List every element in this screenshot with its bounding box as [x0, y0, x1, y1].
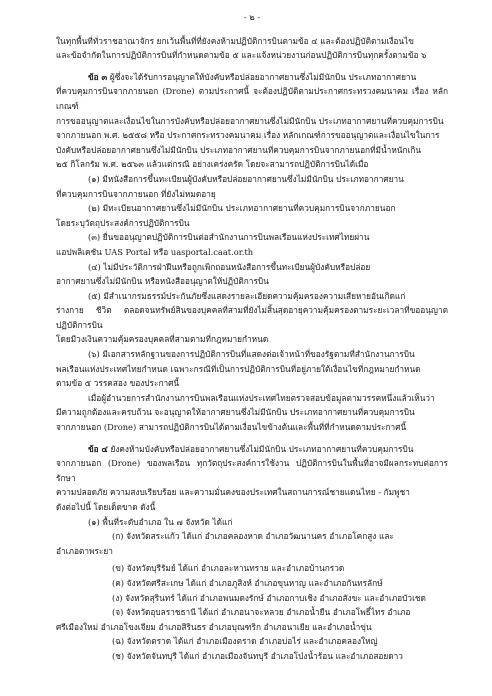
clause-3-line: จากภายนอก พ.ศ. ๒๕๕๘ หรือ ประกาศกระทรวงคมนาคม เรื่อง หลักเกณฑ์การขออนุญาตและเงื่อนไขในการ [56, 130, 440, 141]
sub-label: (ข) [112, 563, 125, 574]
sub-text: จังหวัดสุรินทร์ ได้แก่ อำเภอพนมดงรักษ์ อำเภอกาบเชิง อำเภอสังขะ และอำเภอบัวเชด [125, 592, 426, 603]
item-text: ไม่มีประวัติการฝ่าฝืนหรือถูกเพิกถอนหนังสือการขึ้นทะเบียนผู้บังคับหรือปล่อย [103, 261, 371, 272]
item-label: (๕) [88, 290, 101, 301]
province-surin [56, 591, 448, 606]
item-label: (๑) [88, 516, 100, 527]
item-label: (๒) [88, 203, 100, 214]
page-number: - ๒ - [243, 12, 261, 22]
clause-4-number: ข้อ ๔ [88, 443, 108, 454]
clause-3-item-4 [56, 260, 448, 289]
clause-3-item-line: ร่างกาย ชีวิต ตลอดจนทรัพย์สินของบุคคลที่สามที่ยังไม่สิ้นสุดอายุความคุ้มครองตามระยะเวลาที่ขออนุญาตปฏิบัติการบิน [56, 305, 448, 330]
clause-3-item-line: ที่ควบคุมการบินจากภายนอก ที่ยังไม่หมดอายุ [56, 188, 216, 199]
clause-4-first-line [56, 442, 448, 457]
clause-3-line: ผู้ซึ่งจะได้รับการอนุญาตให้บังคับหรือปล่อยอากาศยานซึ่งไม่มีนักบิน ประเภทอากาศยาน [109, 71, 417, 82]
clause-3-item-line [56, 172, 448, 187]
sub-label: (ก) [112, 531, 124, 542]
clause-4-line: ยังคงห้ามบังคับหรือปล่อยอากาศยานซึ่งไม่มีนักบิน ประเภทอากาศยานที่ควบคุมการบิน [110, 443, 414, 454]
clause-3-item-line [56, 230, 448, 245]
intro-line: ในทุกพื้นที่ทั่วราชอาณาจักร ยกเว้นพื้นที่ที่ยังคงห้ามปฏิบัติการบินตามข้อ ๔ และต้องปฏิบัติตามเงื่อนไข [56, 35, 414, 46]
province-line: อำเภอตาพระยา [56, 545, 113, 556]
item-text: ยื่นขออนุญาตปฏิบัติการบินต่อสำนักงานการบินพลเรือนแห่งประเทศไทยผ่าน [102, 232, 370, 243]
sub-text: จังหวัดศรีสะเกษ ได้แก่ อำเภอภูสิงห์ อำเภอขุนหาญ และอำเภอกันทรลักษ์ [126, 577, 383, 588]
clause-3-item-1 [56, 172, 448, 201]
sub-text: จังหวัดอุบลราชธานี ได้แก่ อำเภอนาจะหลวย อำเภอน้ำยืน อำเภอโพธิ์ไทร อำเภอ [125, 607, 411, 618]
sub-text: จังหวัดจันทบุรี ได้แก่ อำเภอเมืองจันทบุรี อำเภอโป่งน้ำร้อน และอำเภอสอยดาว [126, 650, 403, 661]
clause-3-item-line: ตามข้อ ๕ วรรคสอง ของประกาศนี้ [56, 378, 180, 389]
sub-label: (ฉ) [112, 636, 125, 647]
item-label: (๖) [88, 349, 100, 360]
clause-3-item-line: โดยมีวงเงินความคุ้มครองบุคคลที่สามตามที่กฎหมายกำหนด [56, 334, 269, 345]
clause-3-item-3 [56, 230, 448, 259]
province-line [56, 605, 448, 620]
province-line [56, 529, 448, 544]
item-text: มีหนังสือการขึ้นทะเบียนผู้บังคับหรือปล่อยอากาศยานซึ่งไม่มีนักบิน ประเภทอากาศยาน [102, 173, 404, 184]
clause-3-item-line [56, 260, 448, 275]
clause-3-item-line: โดยระบุวัตถุประสงค์การปฏิบัติการบิน [56, 217, 190, 228]
clause-4 [56, 442, 448, 664]
sub-label: (ช) [112, 650, 125, 661]
clause-4-item-1 [56, 515, 448, 530]
intro-line: และข้อจำกัดในการปฏิบัติการบินที่กำหนดตามข้อ ๕ และแจ้งหน่วยงานก่อนปฏิบัติการบินทุกครั้งตามข้อ ๖ [56, 50, 427, 61]
sub-text: จังหวัดบุรีรัมย์ ได้แก่ อำเภอละหานทราย และอำเภอบ้านกรวด [126, 563, 345, 574]
province-buriram [56, 561, 448, 576]
clause-3-item-line [56, 201, 448, 216]
item-label: (๑) [88, 173, 100, 184]
item-label: (๓) [88, 232, 101, 243]
clause-3-item-line: แอปพลิเคชัน UAS Portal หรือ uasportal.caat.or.th [56, 246, 254, 257]
clause-3-line: การขออนุญาตและเงื่อนไขในการบังคับหรือปล่อยอากาศยานซึ่งไม่มีนักบิน ประเภทอากาศยานที่ควบคุมการบิน [56, 115, 444, 126]
clause-3 [56, 70, 448, 435]
clause-3-line: บังคับหรือปล่อยอากาศยานซึ่งไม่มีนักบิน ประเภทอากาศยานที่ควบคุมการบินจากภายนอกที่มีน้ำหนักเกิน [56, 144, 422, 155]
clause-3-item-5 [56, 289, 448, 347]
item-label: (๔) [88, 261, 101, 272]
sub-label: (จ) [112, 607, 124, 618]
intro-paragraph [56, 34, 448, 63]
clause-3-item-line [56, 289, 448, 304]
clause-3-closing-line: เมื่อผู้อำนวยการสำนักงานการบินพลเรือนแห่งประเทศไทยตรวจสอบข้อมูลตามวรรคหนึ่งแล้วเห็นว่า [88, 392, 435, 403]
clause-4-line: ดังต่อไปนี้ โดยเด็ดขาด ดังนี้ [56, 502, 156, 512]
province-line: ศรีเมืองใหม่ อำเภอโขงเจียม อำเภอสิรินธร อำเภอบุณฑริก อำเภอนาเยีย และอำเภอน้ำขุ่น [56, 621, 372, 632]
clause-3-closing-line: มีความถูกต้องและครบถ้วน จะอนุญาตให้อากาศยานซึ่งไม่มีนักบิน ประเภทอากาศยานที่ควบคุมการบิน [56, 407, 415, 418]
sub-label: (ค) [112, 577, 125, 588]
clause-3-closing [56, 391, 448, 435]
clause-3-closing-line: จากภายนอก (Drone) สามารถปฏิบัติการบินได้ตามเงื่อนไขข้างต้นและพื้นที่ที่กำหนดตามประกาศนี้ [56, 422, 407, 433]
clause-3-line: ที่ควบคุมการบินจากภายนอก (Drone) ตามประกาศนี้ จะต้องปฏิบัติตามประกาศกระทรวงคมนาคม เรื่อง หลักเกณฑ์ [56, 86, 448, 111]
province-sisaket [56, 576, 448, 591]
province-trat [56, 634, 448, 649]
sub-text: จังหวัดตราด ได้แก่ อำเภอเมืองตราด อำเภอบ่อไร่ และอำเภอคลองใหญ่ [126, 636, 378, 647]
sub-label: (ง) [112, 592, 123, 603]
province-ubon-ratchathani [56, 605, 448, 634]
item-text: มีทะเบียนอากาศยานซึ่งไม่มีนักบิน ประเภทอากาศยานที่ควบคุมการบินจากภายนอก [102, 203, 396, 214]
province-chanthaburi [56, 649, 448, 664]
clause-3-line: ๒๕ กิโลกรัม พ.ศ. ๒๕๖๓ แล้วแต่กรณี อย่างเคร่งครัด โดยจะสามารถปฏิบัติการบินได้เมื่อ [56, 159, 369, 170]
item-text: มีสำเนากรมธรรม์ประกันภัยซึ่งแสดงรายละเอียดความคุ้มครองความเสียหายอันเกิดแก่ [103, 290, 406, 301]
sub-text: จังหวัดสระแก้ว ได้แก่ อำเภอคลองหาด อำเภอวัฒนานคร อำเภอโคกสูง และ [126, 531, 394, 542]
clause-4-line: ความปลอดภัย ความสงบเรียบร้อย และความมั่นคงของประเทศในสถานการณ์ชายแดนไทย - กัมพูชา [56, 487, 410, 498]
clause-3-item-6 [56, 347, 448, 391]
item-text: มีเอกสารหลักฐานของการปฏิบัติการบินที่แสดงต่อเจ้าหน้าที่ของรัฐตามที่สำนักงานการบิน [102, 349, 415, 360]
item-text: พื้นที่ระดับอำเภอ ใน ๗ จังหวัด ได้แก่ [102, 516, 233, 527]
clause-3-number: ข้อ ๓ [88, 71, 108, 82]
clause-3-item-line: พลเรือนแห่งประเทศไทยกำหนด เฉพาะกรณีที่เป็นการปฏิบัติการบินที่อยู่ภายใต้เงื่อนไขที่กฎหมายกำหนด [56, 363, 421, 374]
clause-3-item-line: อากาศยานซึ่งไม่มีนักบิน หรือหนังสืออนุญาตให้ปฏิบัติการบิน [56, 276, 269, 287]
clause-3-first-line [56, 70, 448, 85]
clause-3-item-line [56, 347, 448, 362]
clause-3-item-2 [56, 201, 448, 230]
province-sa-kaeo [56, 529, 448, 558]
clause-4-line: จากภายนอก (Drone) ของพลเรือน ทุกวัตถุประสงค์การใช้งาน ปฏิบัติการบินในพื้นที่อาจมีผลกระทบต่อการรักษา [56, 458, 448, 483]
